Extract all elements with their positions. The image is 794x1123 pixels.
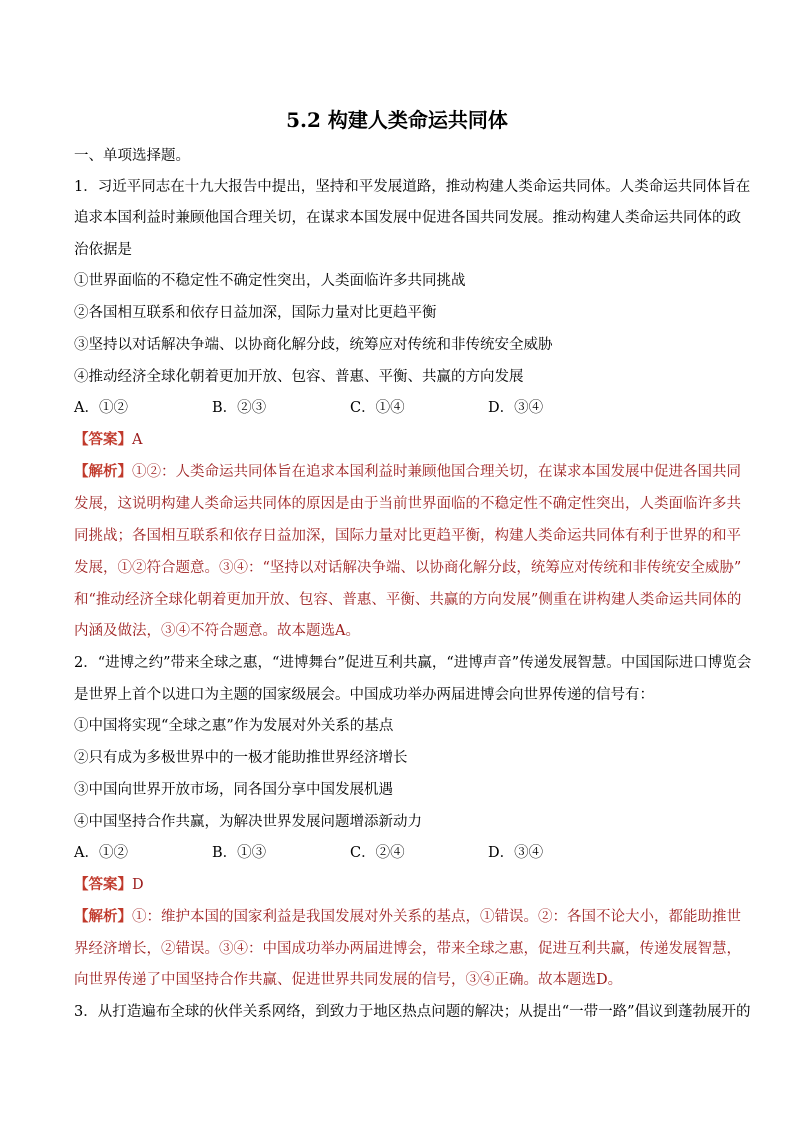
q2-option-b: B．①③ (212, 845, 267, 861)
q3-stem-line: 3．从打造遍布全球的伙伴关系网络，到致力于地区热点问题的解决；从提出“一带一路”倡议到蓬勃展开的 (74, 1004, 751, 1020)
analysis-text: ①②：人类命运共同体旨在追求本国利益时兼顾他国合理关切，在谋求本国发展中促进各国共同 (132, 464, 741, 480)
analysis-tag: 【解析】 (74, 463, 132, 480)
q1-analysis-line: 内涵及做法，③④不符合题意。故本题选A。 (74, 623, 360, 639)
q2-option-c: C．②④ (350, 845, 405, 861)
q1-stem-line: 追求本国利益时兼顾他国合理关切，在谋求本国发展中促进各国共同发展。推动构建人类命运共同体的政 (74, 210, 741, 226)
q2-options (74, 843, 626, 863)
q2-answer (74, 875, 144, 895)
q1-analysis-line: 同挑战；各国相互联系和依存日益加深，国际力量对比更趋平衡，构建人类命运共同体有利于世界的和平 (74, 528, 741, 544)
q1-item: ④推动经济全球化朝着更加开放、包容、普惠、平衡、共赢的方向发展 (74, 369, 524, 385)
q1-analysis-line: 和“推动经济全球化朝着更加开放、包容、普惠、平衡、共赢的方向发展”侧重在讲构建人类命运共同体的 (74, 592, 742, 608)
answer-tag: 【答案】 (74, 876, 132, 893)
page-title: 5.2 构建人类命运共同体 (286, 108, 508, 132)
q1-option-b: B．②③ (212, 400, 267, 416)
q1-analysis-line: 发展，①②符合题意。③④：“坚持以对话解决争端、以协商化解分歧，统筹应对传统和非传统安全威胁” (74, 560, 742, 576)
q1-item: ③坚持以对话解决争端、以协商化解分歧，统筹应对传统和非传统安全威胁 (74, 337, 553, 353)
q2-option-a: A．①② (74, 845, 128, 861)
analysis-text: ①：维护本国的国家利益是我国发展对外关系的基点，①错误。②：各国不论大小，都能助推世 (132, 909, 741, 925)
q2-analysis-line: 向世界传递了中国坚持合作共赢、促进世界共同发展的信号，③④正确。故本题选D。 (74, 972, 623, 988)
q2-item: ①中国将实现“全球之惠”作为发展对外关系的基点 (74, 718, 394, 734)
q2-item: ②只有成为多极世界中的一极才能助推世界经济增长 (74, 750, 408, 766)
answer-value: D (132, 877, 144, 893)
q1-options (74, 398, 626, 418)
q2-analysis-line: 界经济增长，②错误。③④：中国成功举办两届进博会，带来全球之惠，促进互利共赢，传递发展智慧， (74, 941, 741, 957)
q2-analysis-line (74, 907, 741, 927)
q1-option-d: D．③④ (488, 400, 544, 416)
q1-answer (74, 430, 142, 450)
q1-option-c: C．①④ (350, 400, 405, 416)
answer-value: A (132, 432, 143, 448)
q2-item: ④中国坚持合作共赢，为解决世界发展问题增添新动力 (74, 814, 422, 830)
section-heading: 一、单项选择题。 (74, 148, 190, 164)
q2-item: ③中国向世界开放市场，同各国分享中国发展机遇 (74, 782, 393, 798)
q1-analysis-line: 发展，这说明构建人类命运共同体的原因是由于当前世界面临的不稳定性不确定性突出，人类面临许多共 (74, 496, 741, 512)
q1-item: ①世界面临的不稳定性不确定性突出，人类面临许多共同挑战 (74, 273, 466, 289)
answer-tag: 【答案】 (74, 431, 132, 448)
q1-stem-line: 1．习近平同志在十九大报告中提出，坚持和平发展道路，推动构建人类命运共同体。人类命运共同体旨在 (74, 179, 751, 195)
analysis-tag: 【解析】 (74, 908, 132, 925)
q1-stem-line: 治依据是 (74, 242, 132, 258)
q2-stem-line: 是世界上首个以进口为主题的国家级展会。中国成功举办两届进博会向世界传递的信号有： (74, 687, 654, 703)
q1-item: ②各国相互联系和依存日益加深，国际力量对比更趋平衡 (74, 305, 437, 321)
q2-stem-line: 2．“进博之约”带来全球之惠，“进博舞台”促进互利共赢，“进博声音”传递发展智慧。中国国际进口博览会 (74, 655, 752, 671)
q1-analysis-line (74, 462, 741, 482)
q1-option-a: A．①② (74, 400, 128, 416)
q2-option-d: D．③④ (488, 845, 544, 861)
